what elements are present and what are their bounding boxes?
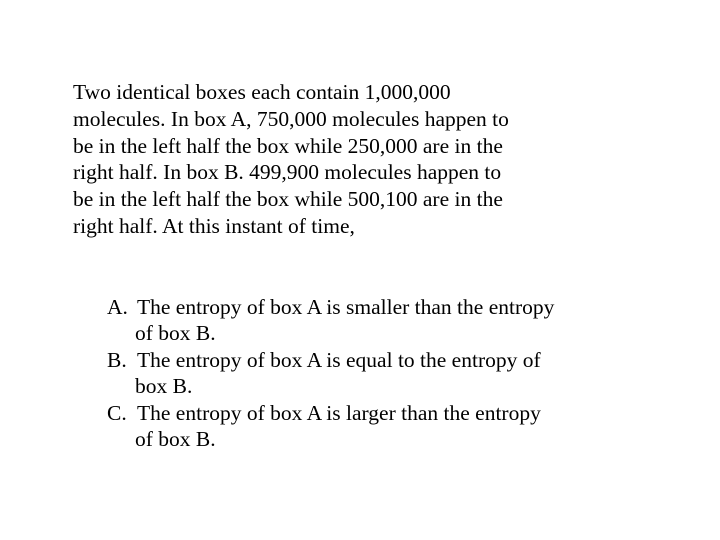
question-line: right half. In box B. 499,900 molecules happen to bbox=[73, 160, 502, 185]
answer-options bbox=[107, 294, 647, 452]
option-text-continued: of box B. bbox=[135, 427, 216, 452]
option-text: The entropy of box A is smaller than the entropy bbox=[137, 295, 555, 319]
question-line: molecules. In box A, 750,000 molecules happen to bbox=[73, 106, 509, 131]
option-letter: C. bbox=[107, 400, 127, 425]
option-text: The entropy of box A is equal to the entropy of bbox=[137, 347, 541, 372]
option-a bbox=[107, 294, 647, 347]
option-text: The entropy of box A is larger than the entropy bbox=[137, 400, 541, 425]
option-text-continued: box B. bbox=[135, 374, 193, 399]
option-b bbox=[107, 347, 647, 400]
question-line: be in the left half the box while 250,000 are in the bbox=[73, 133, 503, 158]
question-line: Two identical boxes each contain 1,000,000 bbox=[73, 80, 451, 104]
question-line: be in the left half the box while 500,100 are in the bbox=[73, 187, 503, 212]
question-line: right half. At this instant of time, bbox=[73, 213, 355, 238]
question-text bbox=[73, 79, 593, 240]
option-letter: B. bbox=[107, 347, 127, 372]
option-letter: A. bbox=[107, 295, 128, 319]
option-text-continued: of box B. bbox=[135, 321, 216, 346]
option-c bbox=[107, 400, 647, 453]
